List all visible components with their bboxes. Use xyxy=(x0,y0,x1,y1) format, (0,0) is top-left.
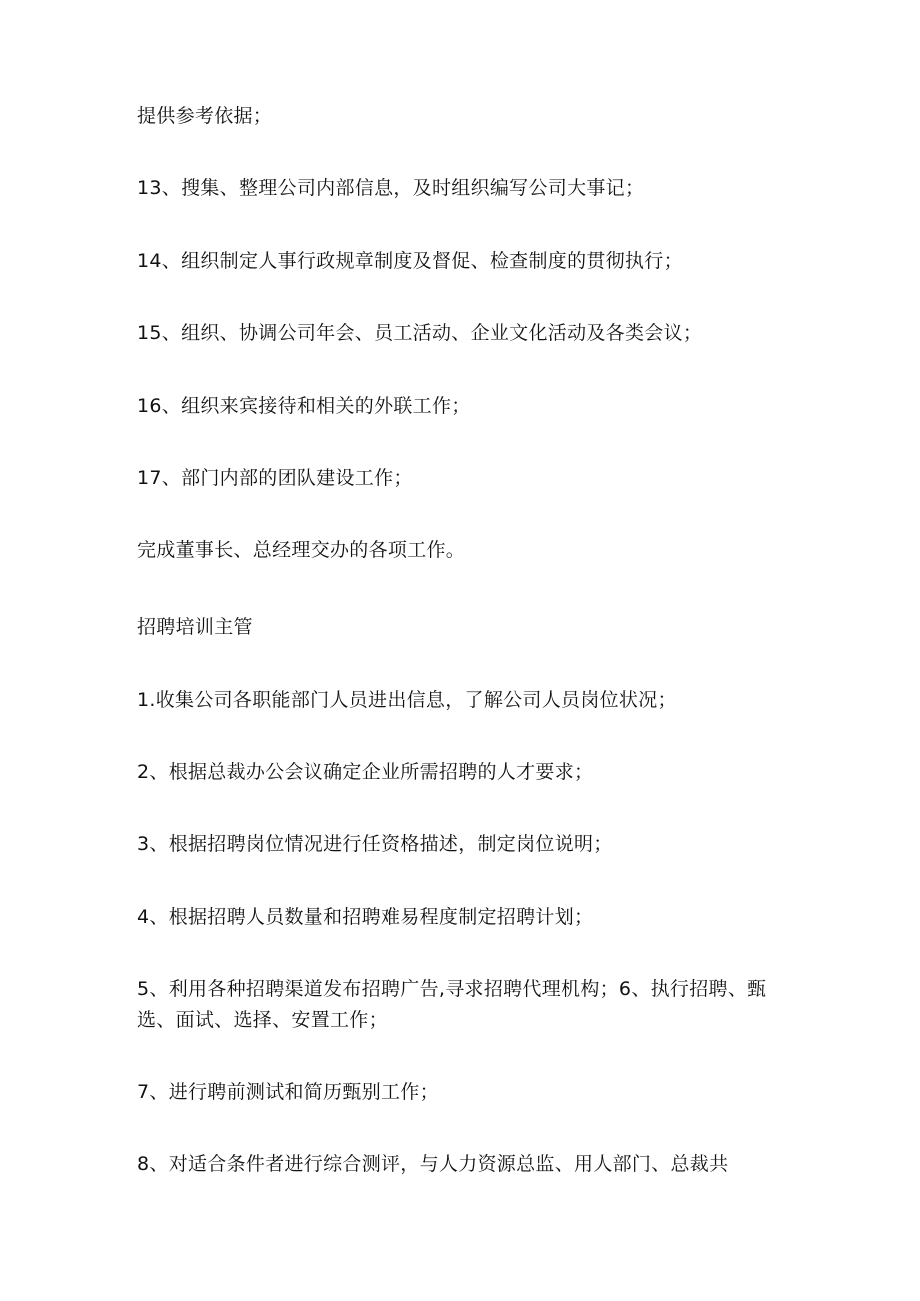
list-item-17: 17、部门内部的团队建设工作； xyxy=(137,467,413,489)
list-item-8: 8、对适合条件者进行综合测评，与人力资源总监、用人部门、总裁共 xyxy=(137,1153,729,1175)
list-item-15: 15、组织、协调公司年会、员工活动、企业文化活动及各类会议； xyxy=(137,322,703,344)
paragraph-line: 提供参考依据； xyxy=(137,105,273,127)
list-item-2: 2、根据总裁办公会议确定企业所需招聘的人才要求； xyxy=(137,761,594,783)
list-item-4: 4、根据招聘人员数量和招聘难易程度制定招聘计划； xyxy=(137,906,594,928)
list-item-16: 16、组织来宾接待和相关的外联工作； xyxy=(137,395,471,417)
list-item-7: 7、进行聘前测试和简历甄别工作； xyxy=(137,1081,439,1103)
list-item-5-6: 5、利用各种招聘渠道发布招聘广告,寻求招聘代理机构；6、执行招聘、甄选、面试、选择、安置工作； xyxy=(137,978,767,1031)
list-item-1: 1.收集公司各职能部门人员进出信息，了解公司人员岗位状况； xyxy=(137,689,677,711)
list-item-14: 14、组织制定人事行政规章制度及督促、检查制度的贯彻执行； xyxy=(137,250,683,272)
paragraph-line: 完成董事长、总经理交办的各项工作。 xyxy=(137,539,466,561)
list-item-3: 3、根据招聘岗位情况进行任资格描述，制定岗位说明； xyxy=(137,833,613,855)
section-heading: 招聘培训主管 xyxy=(137,616,253,638)
list-item-13: 13、搜集、整理公司内部信息，及时组织编写公司大事记； xyxy=(137,177,645,199)
